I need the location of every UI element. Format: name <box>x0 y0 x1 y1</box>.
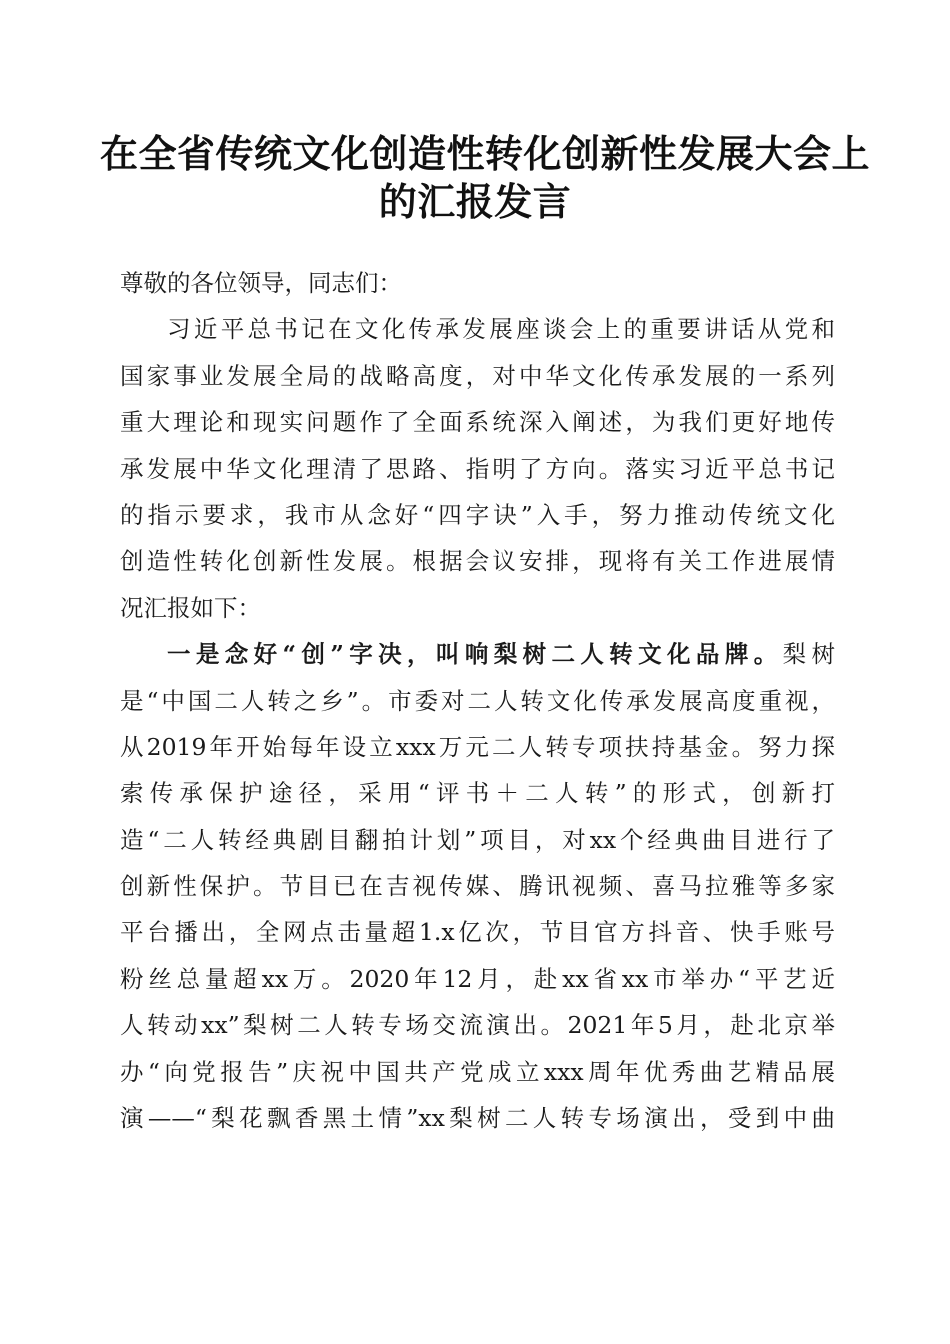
paragraph-2-line: 造“二人转经典剧目翻拍计划”项目，对xx个经典曲目进行了 <box>120 825 835 854</box>
paragraph-1-line: 创造性转化创新性发展。根据会议安排，现将有关工作进展情 <box>120 547 835 576</box>
paragraph-1-line: 承发展中华文化理清了思路、指明了方向。落实习近平总书记 <box>120 454 835 483</box>
title-line-1: 在全省传统文化创造性转化创新性发展大会上 <box>100 131 871 176</box>
document-body <box>120 260 835 1141</box>
paragraph-2-line: 平台播出，全网点击量超1.x亿次，节目官方抖音、快手账号 <box>120 918 835 947</box>
paragraph-2-first-tail: 梨树 <box>782 640 835 669</box>
paragraph-2-line: 人转动xx”梨树二人转专场交流演出。2021年5月，赴北京举 <box>120 1011 835 1040</box>
paragraph-2-line: 从2019年开始每年设立xxx万元二人转专项扶持基金。努力探 <box>120 732 835 761</box>
document-title <box>100 130 871 226</box>
paragraph-2-line: 办“向党报告”庆祝中国共产党成立xxx周年优秀曲艺精品展 <box>120 1057 835 1086</box>
paragraph-2-first-line <box>120 631 835 677</box>
paragraph-1-line: 况汇报如下： <box>120 593 261 622</box>
paragraph-1-line: 重大理论和现实问题作了全面系统深入阐述，为我们更好地传 <box>120 408 835 437</box>
paragraph-2-heading: 一是念好“创”字决，叫响梨树二人转文化品牌。 <box>167 640 783 669</box>
paragraph-2-line: 创新性保护。节目已在吉视传媒、腾讯视频、喜马拉雅等多家 <box>120 872 835 901</box>
salutation: 尊敬的各位领导，同志们： <box>120 269 402 297</box>
paragraph-2-line: 是“中国二人转之乡”。市委对二人转文化传承发展高度重视， <box>120 686 835 715</box>
paragraph-2-line: 粉丝总量超xx万。2020年12月，赴xx省xx市举办“平艺近 <box>120 964 835 993</box>
paragraph-2-line: 索传承保护途径，采用“评书＋二人转”的形式，创新打 <box>120 779 835 808</box>
title-line-2: 的汇报发言 <box>378 179 572 224</box>
paragraph-1-line: 的指示要求，我市从念好“四字诀”入手，努力推动传统文化 <box>120 500 835 529</box>
paragraph-1-line: 国家事业发展全局的战略高度，对中华文化传承发展的一系列 <box>120 361 835 390</box>
paragraph-1-line: 习近平总书记在文化传承发展座谈会上的重要讲话从党和 <box>167 315 835 344</box>
paragraph-2-line: 演——“梨花飘香黑土情”xx梨树二人转专场演出，受到中曲 <box>120 1104 835 1133</box>
